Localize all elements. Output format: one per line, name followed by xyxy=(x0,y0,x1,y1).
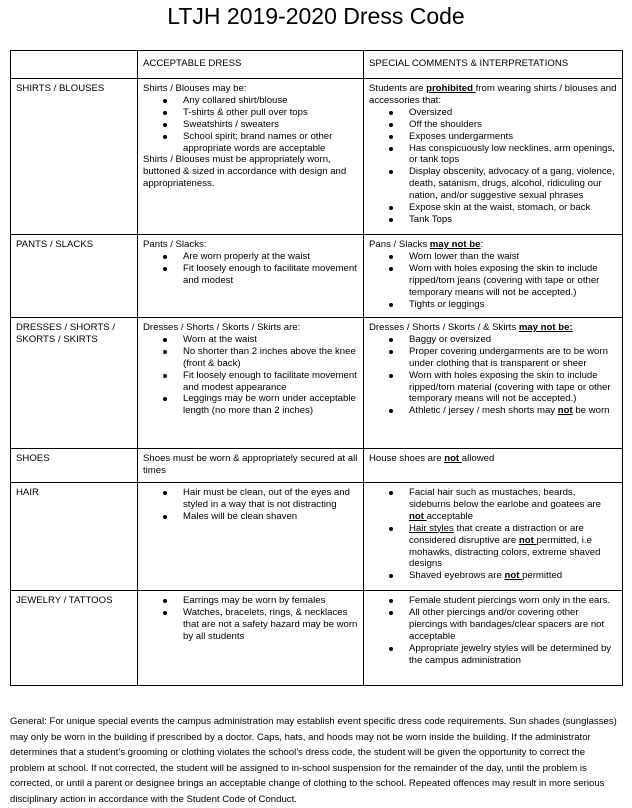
comments-cell xyxy=(364,235,623,318)
emphasis-text: not xyxy=(518,534,537,546)
emphasis-text: not xyxy=(557,405,573,417)
item-text: be worn xyxy=(572,405,610,417)
comments-list xyxy=(369,251,617,311)
list-item: Worn with holes exposing the skin to include ripped/torn jeans (covering with tape or other temporary means will not be accepted.) xyxy=(409,263,617,299)
header-acceptable-dress: ACCEPTABLE DRESS xyxy=(138,51,364,79)
list-item: Display obscenity, advocacy of a gang, violence, death, satanism, drugs, alcohol, ridiculing our nation, and/or suggestive sexual phrases xyxy=(409,166,617,202)
comment-text: allowed xyxy=(461,453,495,464)
list-item: Worn with holes exposing the skin to include ripped/torn material (covering with tape or other temporary means will not be accepted.) xyxy=(409,370,617,406)
comments-cell xyxy=(364,591,623,686)
list-item: Baggy or oversized xyxy=(409,334,617,346)
acceptable-intro: Pants / Slacks: xyxy=(143,239,207,250)
category-label: JEWELRY / TATTOOS xyxy=(11,591,138,686)
list-item: Males will be clean shaven xyxy=(183,511,358,523)
list-item xyxy=(409,570,617,582)
acceptable-list xyxy=(143,595,358,643)
acceptable-cell xyxy=(138,79,364,235)
table-row-jewelry xyxy=(11,591,623,686)
acceptable-intro: Dresses / Shorts / Skorts / Skirts are: xyxy=(143,322,301,333)
intro-text: from wearing shirts / blouses and accessories that: xyxy=(369,83,617,106)
comment-text: House shoes are xyxy=(369,453,445,464)
header-empty-cell xyxy=(11,51,138,79)
intro-text: Dresses / Shorts / Skorts / & Skirts xyxy=(369,322,519,333)
list-item: Worn lower than the waist xyxy=(409,251,617,263)
emphasis-text: not xyxy=(444,453,462,464)
acceptable-cell xyxy=(138,483,364,591)
list-item: Has conspicuously low necklines, arm openings, or tank tops xyxy=(409,143,617,167)
acceptable-list xyxy=(143,334,358,417)
item-text: Shaved eyebrows are xyxy=(409,570,505,582)
comments-intro xyxy=(369,239,617,251)
list-item: Appropriate jewelry styles will be determined by the campus administration xyxy=(409,643,617,667)
list-item: Off the shoulders xyxy=(409,119,617,131)
intro-text: Students are xyxy=(369,83,427,94)
comments-cell xyxy=(364,449,623,483)
table-row-shoes xyxy=(11,449,623,483)
list-item: Female student piercings worn only in the ears. xyxy=(409,595,617,607)
item-text: permitted, i.e mohawks, distracting colors, extreme shaved designs xyxy=(409,534,601,570)
list-item: School spirit; brand names or other appropriate words are acceptable xyxy=(183,131,358,155)
category-label: PANTS / SLACKS xyxy=(11,235,138,318)
list-item: T-shirts & other pull over tops xyxy=(183,107,358,119)
list-item: Any collared shirt/blouse xyxy=(183,95,358,107)
acceptable-list xyxy=(143,95,358,155)
list-item: Tights or leggings xyxy=(409,299,617,311)
comments-list xyxy=(369,334,617,417)
intro-text: Pans / Slacks xyxy=(369,239,430,250)
table-row-dresses xyxy=(11,318,623,449)
list-item: Expose skin at the waist, stomach, or back xyxy=(409,202,617,214)
dress-code-table xyxy=(10,50,623,686)
page-title: LTJH 2019-2020 Dress Code xyxy=(167,3,465,29)
emphasis-text: may not be: xyxy=(518,322,573,333)
table-row-pants xyxy=(11,235,623,318)
intro-text: : xyxy=(480,239,484,250)
table-row-shirts xyxy=(11,79,623,235)
list-item: No shorter than 2 inches above the knee (front & back) xyxy=(183,346,358,370)
item-text: that create a distraction or are considered disruptive are xyxy=(409,522,584,546)
list-item xyxy=(409,405,617,417)
acceptable-list xyxy=(143,251,358,287)
item-text: Facial hair such as mustaches, beards, sideburns below the earlobe and goatees are xyxy=(409,487,602,510)
acceptable-list xyxy=(143,487,358,523)
comments-intro xyxy=(369,322,617,334)
comments-cell xyxy=(364,483,623,591)
list-item: Exposes undergarments xyxy=(409,131,617,143)
list-item: Fit loosely enough to facilitate movement and modest xyxy=(183,262,357,286)
list-item: Tank Tops xyxy=(409,214,617,226)
comments-list xyxy=(369,107,617,226)
item-text: permitted xyxy=(522,570,563,582)
table-row-hair xyxy=(11,483,623,591)
emphasis-text: prohibited xyxy=(426,83,476,94)
comments-list xyxy=(369,487,617,582)
list-item: Leggings may be worn under acceptable length (no more than 2 inches) xyxy=(183,393,358,417)
emphasis-text: not xyxy=(409,510,427,522)
acceptable-intro: Shirts / Blouses may be: xyxy=(143,83,247,94)
item-text: acceptable xyxy=(426,510,473,522)
comments-list xyxy=(369,595,617,666)
acceptable-cell xyxy=(138,318,364,449)
list-item: Are worn properly at the waist xyxy=(183,251,358,263)
list-item: Oversized xyxy=(409,107,617,119)
list-item: Proper covering undergarments are to be worn under clothing that is transparent or sheer xyxy=(409,346,617,370)
list-item: Watches, bracelets, rings, & necklaces that are not a safety hazard may be worn by all students xyxy=(183,606,358,642)
header-special-comments: SPECIAL COMMENTS & INTERPRETATIONS xyxy=(364,51,623,79)
list-item: Worn at the waist xyxy=(183,334,358,346)
emphasis-text: may not be xyxy=(429,239,481,250)
list-item xyxy=(409,487,617,523)
category-label: SHIRTS / BLOUSES xyxy=(11,79,138,235)
list-item xyxy=(409,523,617,571)
list-item: Fit loosely enough to facilitate movement and modest appearance xyxy=(183,369,357,393)
list-item: Sweatshirts / sweaters xyxy=(183,119,358,131)
comments-cell xyxy=(364,79,623,235)
acceptable-cell xyxy=(138,235,364,318)
emphasis-text: not xyxy=(504,570,523,582)
list-item: Hair must be clean, out of the eyes and styled in a way that is not distracting xyxy=(183,487,358,511)
category-label: SHOES xyxy=(11,449,138,483)
acceptable-cell xyxy=(138,591,364,686)
item-text: Athletic / jersey / mesh shorts may xyxy=(409,405,558,417)
comments-cell xyxy=(364,318,623,449)
category-label: DRESSES / SHORTS / SKORTS / SKIRTS xyxy=(11,318,138,449)
acceptable-cell: Shoes must be worn & appropriately secured at all times xyxy=(138,449,364,483)
category-label: HAIR xyxy=(11,483,138,591)
underlined-text: Hair styles xyxy=(409,522,454,534)
table-header-row xyxy=(11,51,623,79)
list-item: All other piercings and/or covering other piercings with bandages/clear spacers are not acceptable xyxy=(409,607,617,643)
comments-intro xyxy=(369,83,617,107)
list-item: Earrings may be worn by females xyxy=(183,595,358,607)
acceptable-outro: Shirts / Blouses must be appropriately worn, buttoned & sized in accordance with design and appropriateness. xyxy=(143,154,347,190)
general-footer-note: General: For unique special events the campus administration may establish event specific dress code requirements. Sun shades (sunglasses) may only be worn in the building if prescribed by a doctor. Caps, hats, and hoods may not be worn inside the building. If the administrator determines that a student’s grooming or clothing violates the school’s dress code, the student will be given the opportunity to correct the problem at school. If not corrected, the student will be assigned to in-school suspension for the remainder of the day, until the problem is corrected, or until a parent or designee brings an acceptable change of clothing to the school. Repeated offences may result in more serious disciplinary action in accordance with the Student Code of Conduct. xyxy=(10,716,617,805)
